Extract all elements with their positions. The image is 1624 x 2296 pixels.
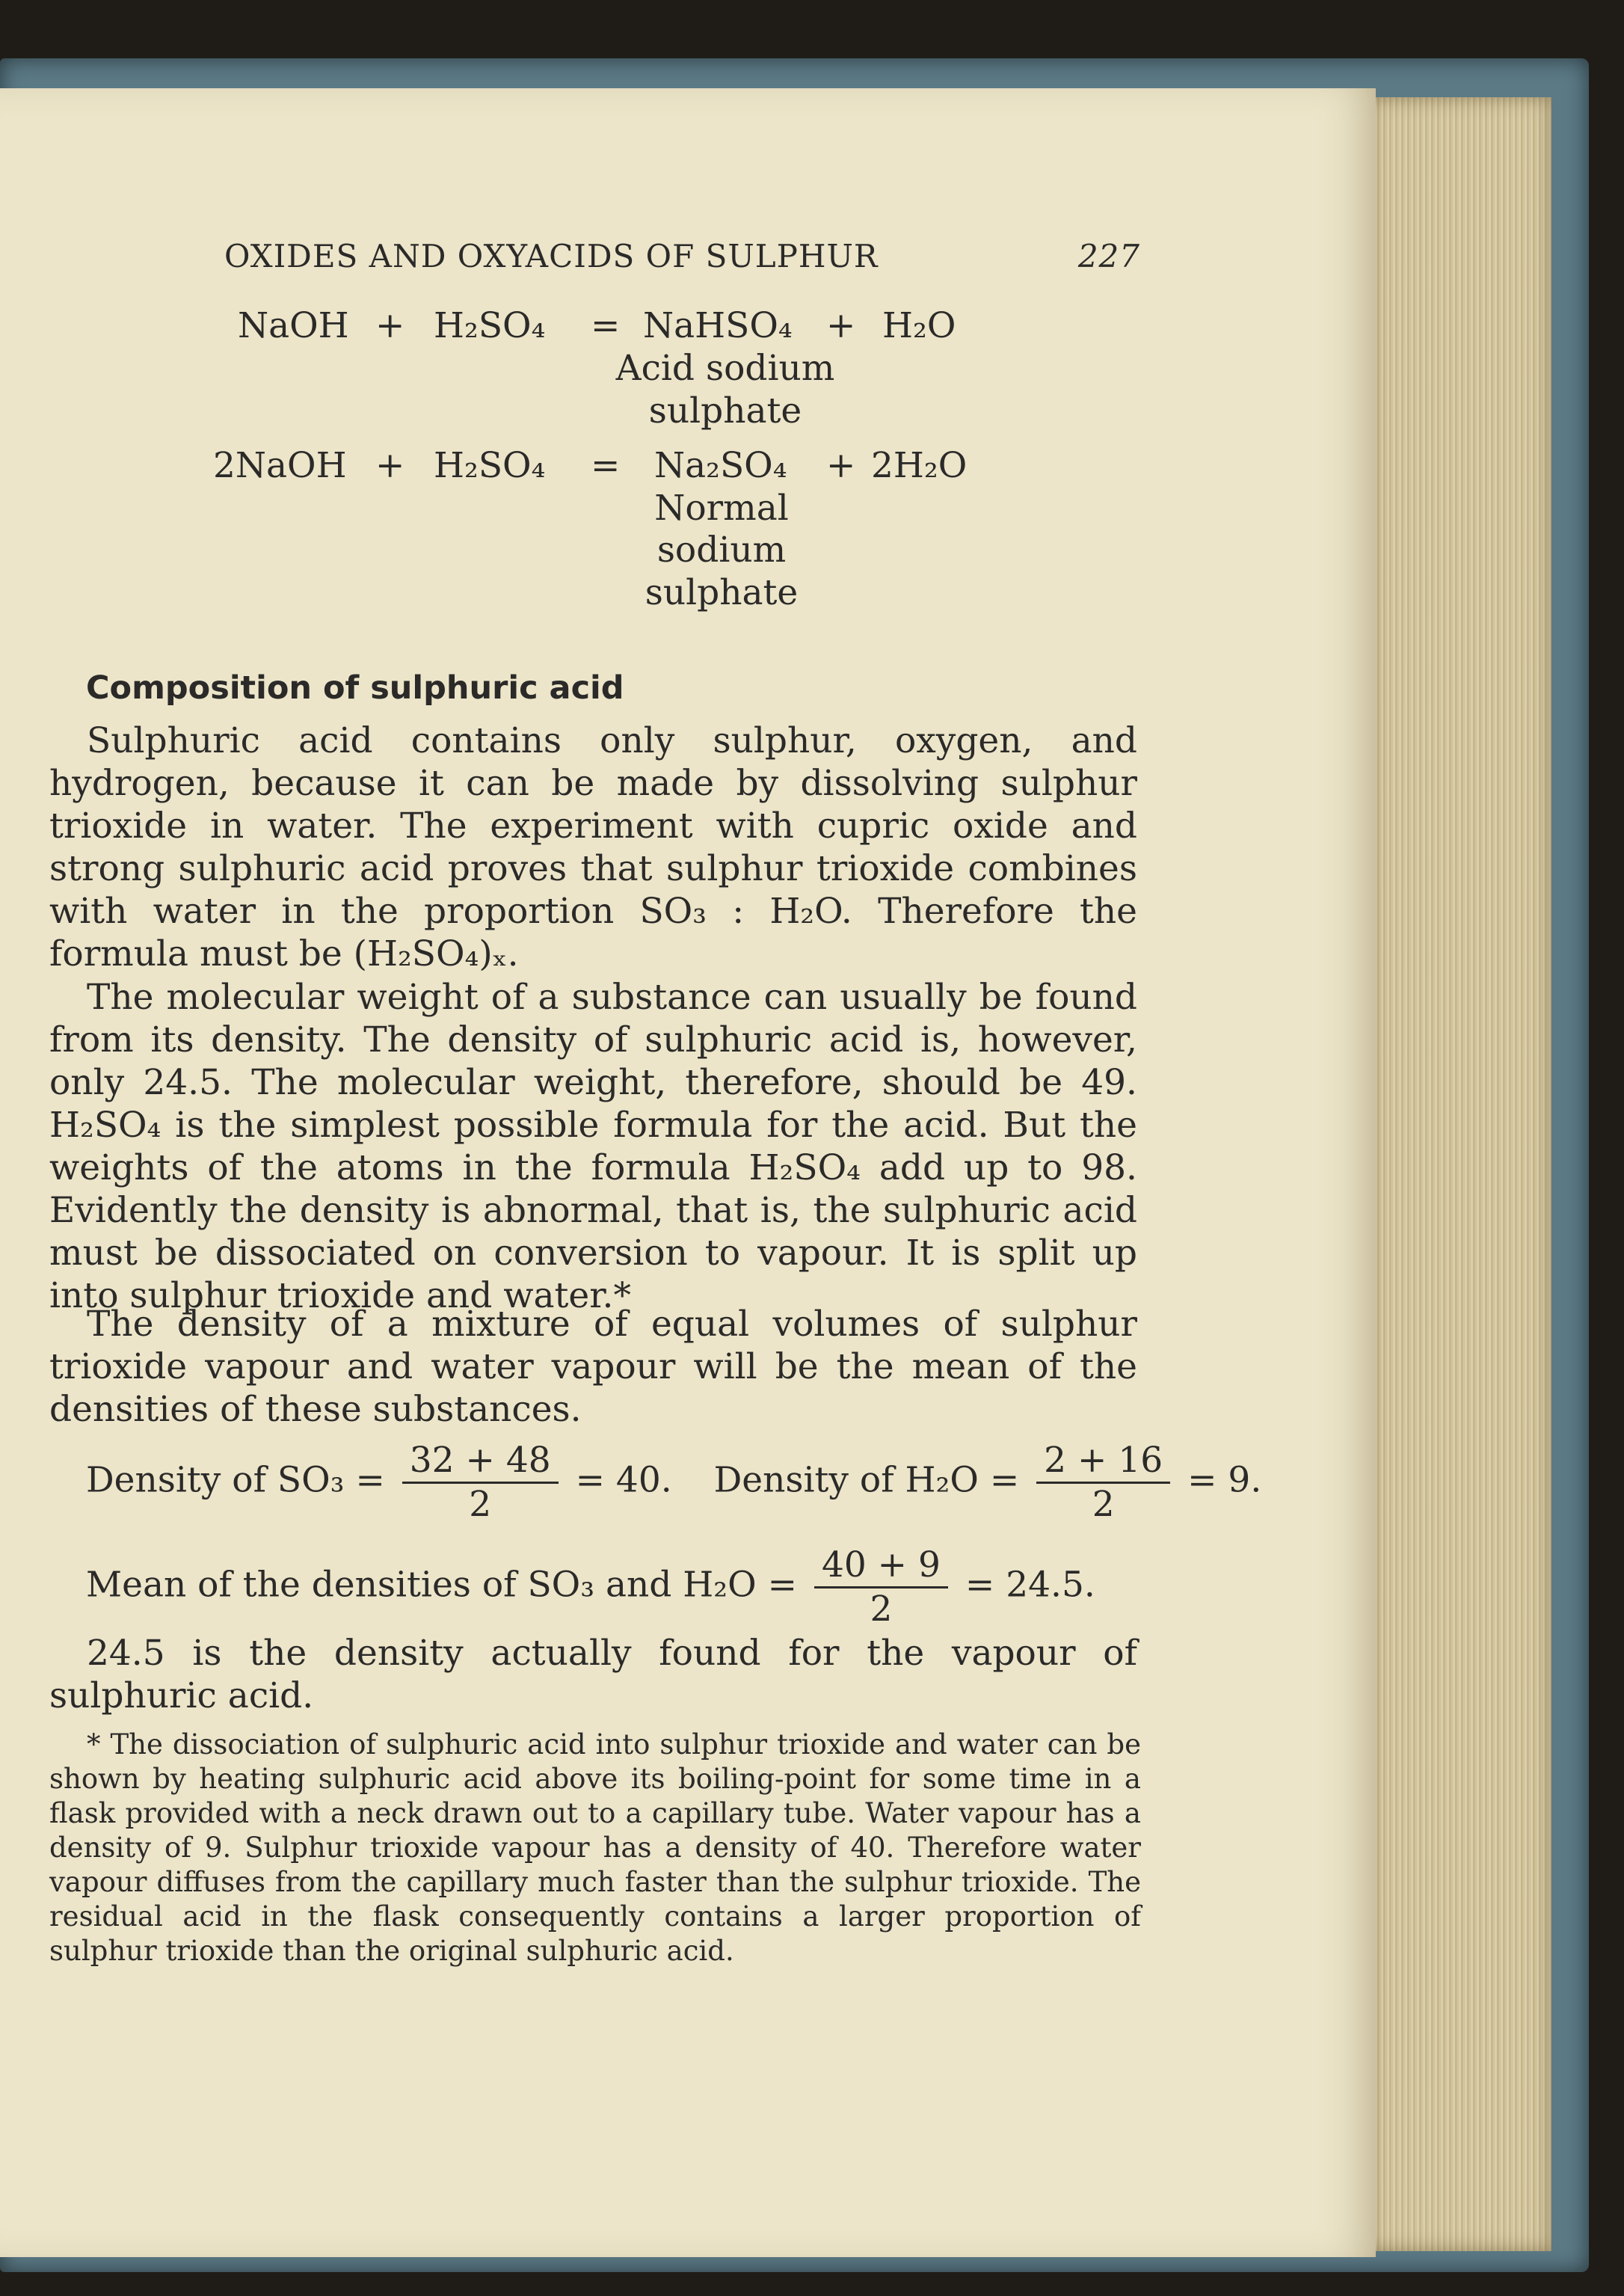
- eq1-label-2: sulphate: [648, 390, 802, 432]
- eq1-equals: =: [591, 305, 621, 346]
- running-head-title: OXIDES AND OXYACIDS OF SULPHUR: [224, 238, 879, 274]
- page-number: 227: [1077, 238, 1140, 274]
- f2-denominator: 2: [1092, 1484, 1115, 1525]
- eq1-plus-2: +: [826, 305, 856, 346]
- f3-denominator: 2: [870, 1589, 893, 1630]
- f1-result: = 40.: [575, 1459, 672, 1501]
- f3-fraction: [814, 1544, 948, 1630]
- f2-numerator: 2 + 16: [1036, 1440, 1170, 1484]
- eq1-rhs-a: NaHSO₄: [643, 305, 793, 346]
- density-formulas: [86, 1440, 1261, 1526]
- page-edges: [1368, 97, 1551, 2251]
- f3-label: Mean of the densities of SO₃ and H₂O =: [86, 1564, 797, 1606]
- eq2-label-1: Normal: [654, 488, 789, 529]
- f1-fraction: [402, 1440, 559, 1526]
- f2-result: = 9.: [1187, 1459, 1262, 1501]
- running-head: [224, 238, 1140, 283]
- paragraph-4: 24.5 is the density actually found for the vapour of sulphuric acid.: [49, 1633, 1137, 1716]
- f2-label: Density of H₂O =: [713, 1459, 1020, 1501]
- paragraph-3: The density of a mixture of equal volumes of sulphur trioxide vapour and water vapour will be the mean of the densities of these substances.: [49, 1304, 1137, 1430]
- eq2-label-3: sulphate: [645, 572, 799, 613]
- eq1-lhs-a: NaOH: [238, 305, 349, 346]
- eq1-rhs-b: H₂O: [882, 305, 956, 346]
- section-heading: Composition of sulphuric acid: [86, 669, 624, 707]
- eq2-lhs-a: 2NaOH: [213, 445, 347, 486]
- eq2-lhs-b: H₂SO₄: [434, 445, 546, 486]
- f1-label: Density of SO₃ =: [86, 1459, 385, 1501]
- eq1-plus-1: +: [375, 305, 405, 346]
- f1-numerator: 32 + 48: [402, 1440, 559, 1484]
- eq2-rhs-b: 2H₂O: [871, 445, 968, 486]
- eq2-plus-2: +: [826, 445, 856, 486]
- paragraph-1: Sulphuric acid contains only sulphur, oxygen, and hydrogen, because it can be made by dissolving sulphur trioxide in water. The experiment with cupric oxide and strong sulphuric acid proves that sulphur trioxide combines with water in the proportion SO₃ : H₂O. Therefore the formula must be (H₂SO₄)ₓ.: [49, 720, 1137, 974]
- eq2-plus-1: +: [375, 445, 405, 486]
- eq1-lhs-b: H₂SO₄: [434, 305, 546, 346]
- eq1-label-1: Acid sodium: [615, 348, 835, 389]
- eq2-rhs-a: Na₂SO₄: [654, 445, 787, 486]
- f1-denominator: 2: [469, 1484, 492, 1525]
- footnote: * The dissociation of sulphuric acid into sulphur trioxide and water can be shown by heating sulphuric acid above its boiling-point for some time in a flask provided with a neck drawn out to a capillary tube. Water vapour has a density of 9. Sulphur trioxide vapour has a density of 40. Therefore water vapour diffuses from the capillary much faster than the sulphur trioxide. The residual acid in the flask consequently contains a larger proportion of sulphur trioxide than the original sulphuric acid.: [49, 1728, 1141, 1967]
- eq2-equals: =: [591, 445, 621, 486]
- f2-fraction: [1036, 1440, 1170, 1526]
- mean-formula: [86, 1544, 1095, 1630]
- f3-numerator: 40 + 9: [814, 1544, 948, 1589]
- f3-result: = 24.5.: [965, 1564, 1095, 1606]
- paragraph-2: The molecular weight of a substance can usually be found from its density. The density of sulphuric acid is, however, only 24.5. The molecular weight, therefore, should be 49. H₂SO₄ is the simplest possible formula for the acid. But the weights of the atoms in the formula H₂SO₄ add up to 98. Evidently the density is abnormal, that is, the sulphuric acid must be dissociated on conversion to vapour. It is split up into sulphur trioxide and water.*: [49, 977, 1137, 1316]
- eq2-label-2: sodium: [656, 530, 787, 571]
